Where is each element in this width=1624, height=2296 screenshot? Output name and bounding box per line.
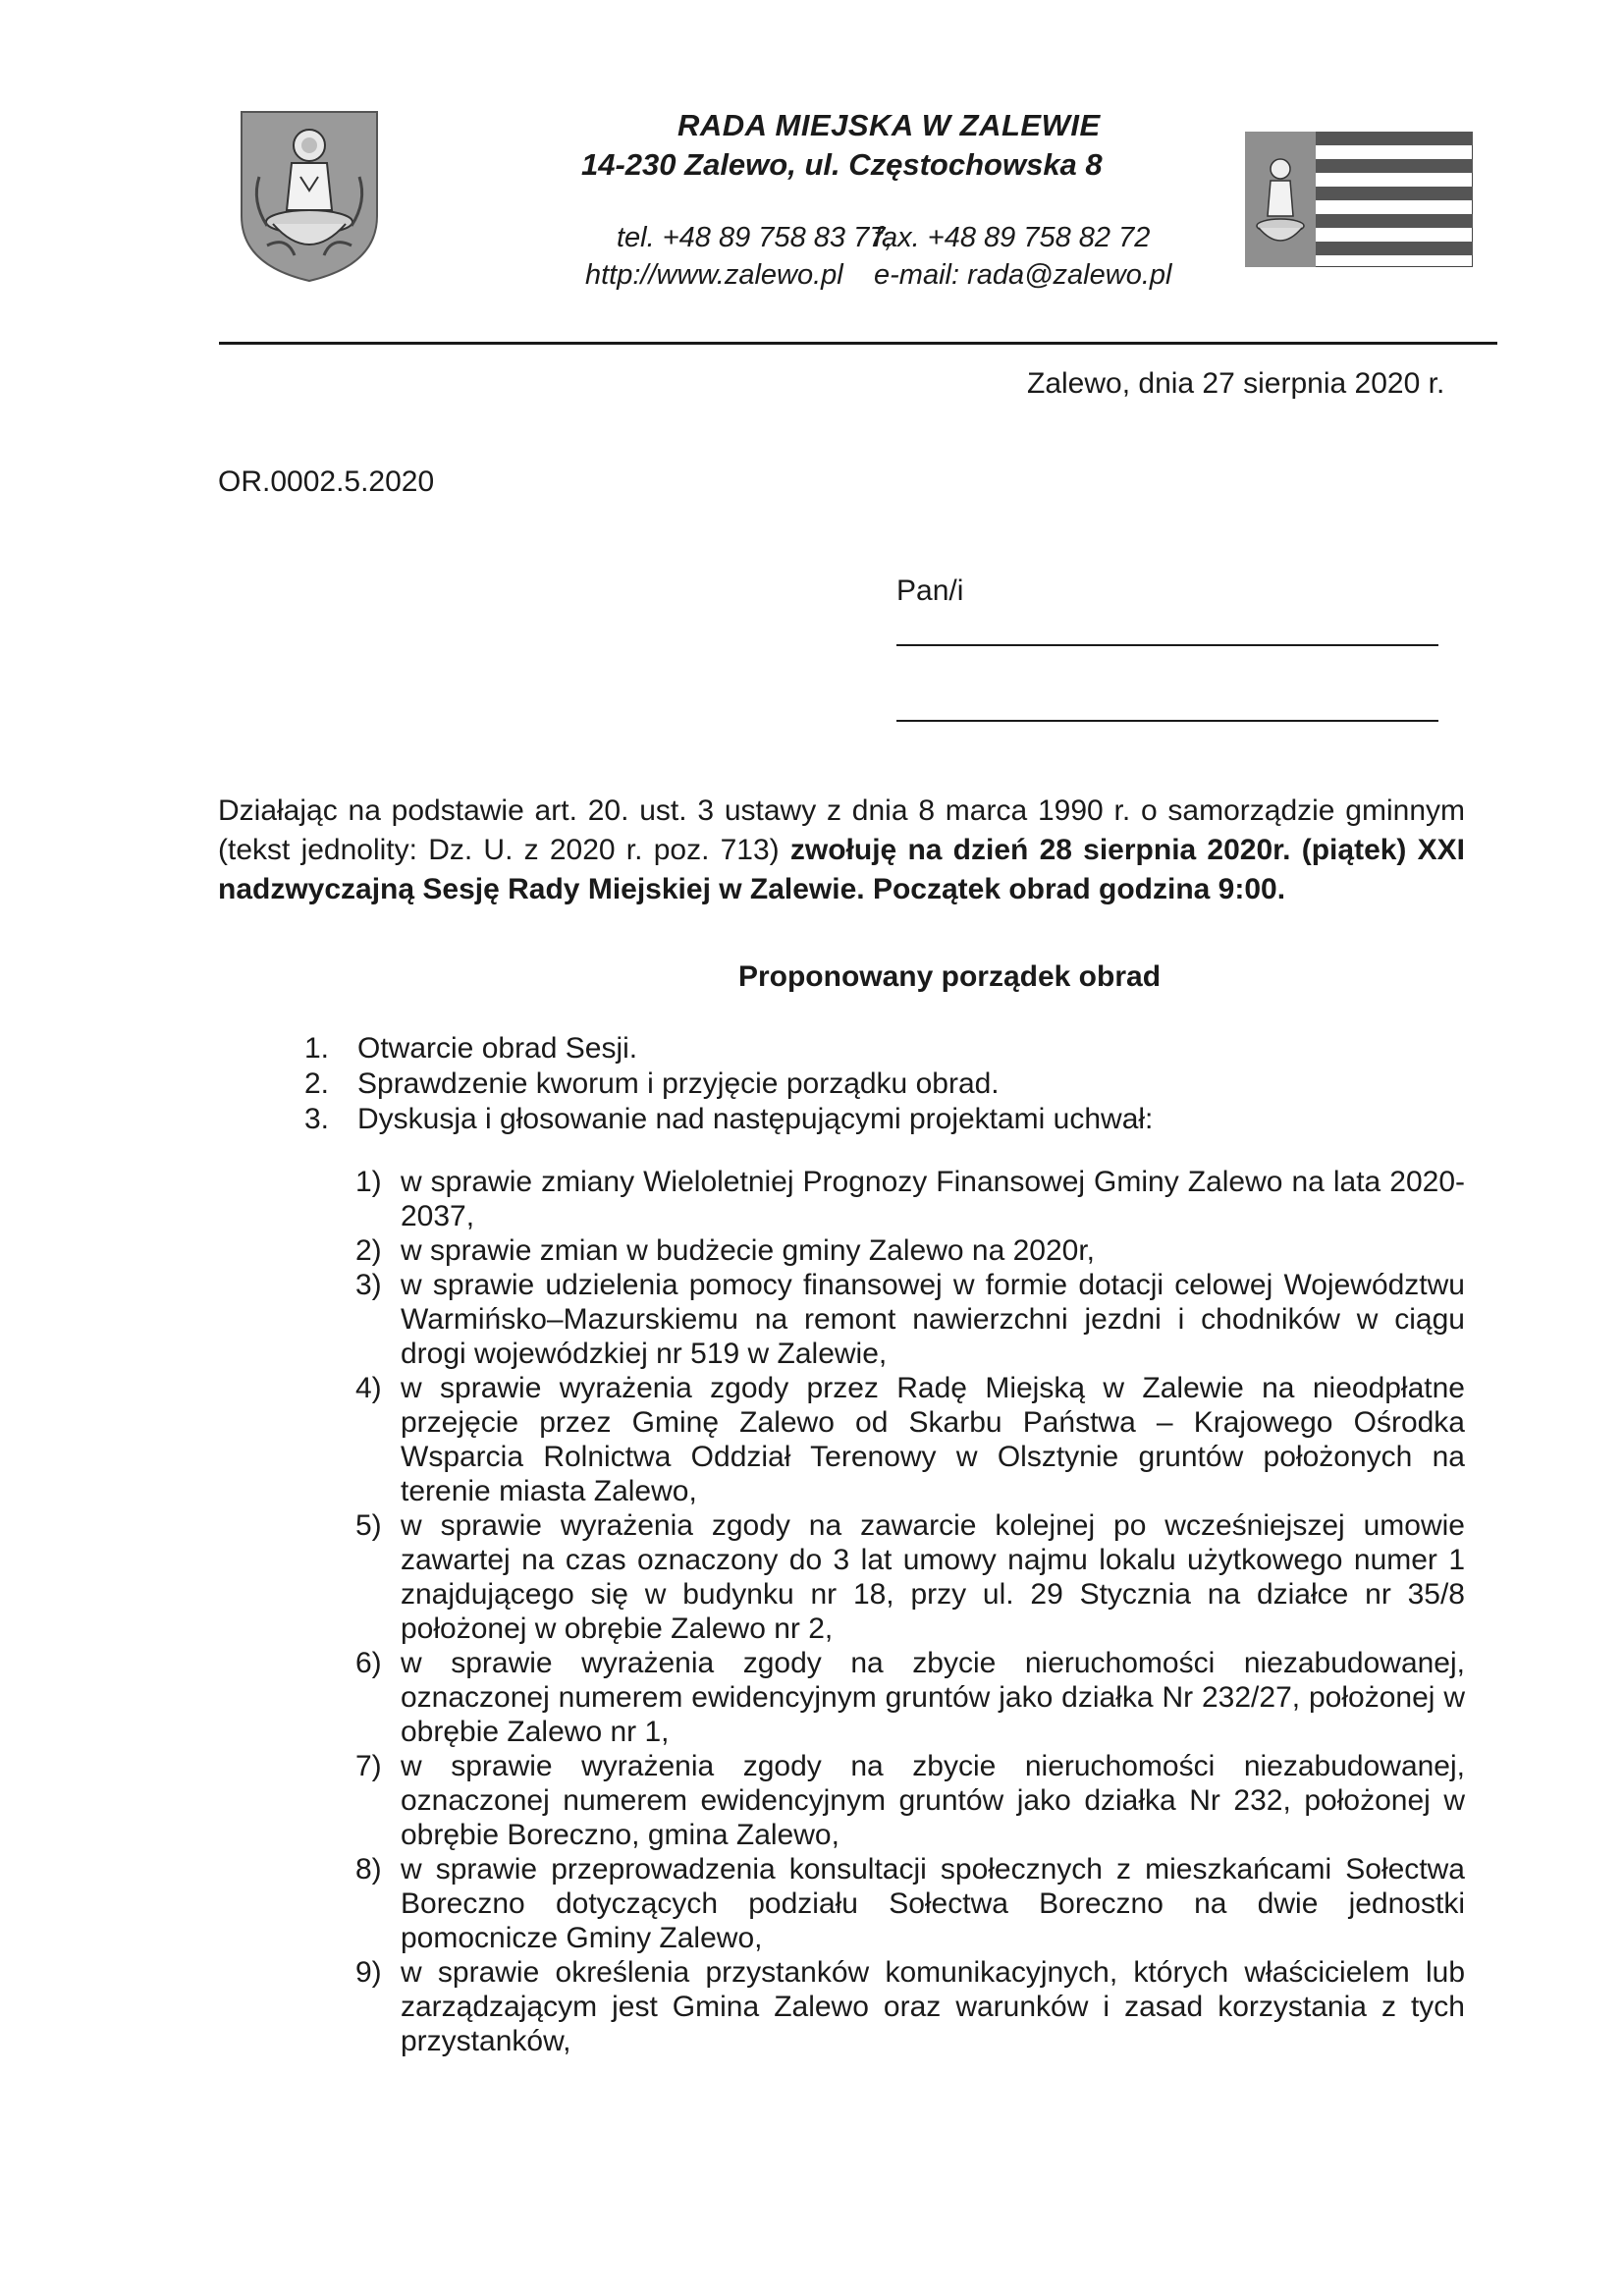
fax-number: fax. +48 89 758 82 72 (874, 222, 1151, 253)
resolution-item (355, 1233, 1465, 1268)
resolution-text: w sprawie wyrażenia zgody przez Radę Miejską w Zalewie na nieodpłatne przejęcie przez Gminę Zalewo od Skarbu Państwa – Krajowego Ośrodka Wsparcia Rolnictwa Oddział Terenowy w Olsztynie gruntów położonych na terenie miasta Zalewo, (401, 1372, 1465, 1507)
website-link[interactable]: http://www.zalewo.pl (585, 259, 843, 291)
resolution-item (355, 1749, 1465, 1852)
coat-of-arms-icon (238, 108, 381, 283)
resolution-list (355, 1165, 1465, 2058)
resolution-item (355, 1508, 1465, 1646)
agenda-list (304, 1031, 1473, 1137)
agenda-item-text: Dyskusja i głosowanie nad następującymi projektami uchwał: (357, 1103, 1154, 1135)
resolution-text: w sprawie zmian w budżecie gminy Zalewo na 2020r, (401, 1234, 1096, 1267)
reference-number: OR.0002.5.2020 (218, 465, 435, 498)
resolution-text: w sprawie zmiany Wieloletniej Prognozy Finansowej Gminy Zalewo na lata 2020- 2037, (401, 1166, 1465, 1232)
resolution-item (355, 1268, 1465, 1371)
town-flag-icon (1245, 132, 1473, 267)
resolution-item (355, 1646, 1465, 1749)
recipient-name-line (896, 644, 1438, 646)
agenda-item (304, 1066, 1473, 1102)
agenda-item-text: Otwarcie obrad Sesji. (357, 1032, 638, 1065)
resolution-item (355, 1165, 1465, 1233)
resolution-number: 3) (355, 1269, 382, 1301)
resolution-item (355, 1371, 1465, 1508)
salutation: Pan/i (896, 574, 964, 607)
resolution-number: 5) (355, 1509, 382, 1542)
resolution-text: w sprawie wyrażenia zgody na zawarcie kolejnej po wcześniejszej umowie zawartej na czas oznaczony do 3 lat umowy najmu lokalu użytkowego numer 1 znajdującego się w budynku nr 18, przy ul. 29 Stycznia na działce nr 35/8 położonej w obrębie Zalewo nr 2, (401, 1509, 1465, 1645)
agenda-item (304, 1031, 1473, 1066)
resolution-item (355, 1955, 1465, 2058)
email-link[interactable]: e-mail: rada@zalewo.pl (874, 259, 1172, 291)
phone-number: tel. +48 89 758 83 77, (617, 222, 893, 253)
resolution-item (355, 1852, 1465, 1955)
legal-basis-text: Działając na podstawie art. 20. ust. 3 ustawy z dnia 8 marca 1990 r. o samorządzie gminnym (tekst jednolity: Dz. U. z 2020 r. poz. 713) (218, 794, 1465, 866)
agenda-title: Proponowany porządek obrad (737, 960, 1162, 993)
session-announcement: zwołuję na dzień 28 sierpnia 2020r. (piątek) XXI nadzwyczajną Sesję Rady Miejskiej w Zalewie. Początek obrad godzina 9:00. (218, 834, 1465, 905)
resolution-number: 2) (355, 1234, 382, 1267)
agenda-item (304, 1102, 1473, 1137)
council-address: 14-230 Zalewo, ul. Częstochowska 8 (581, 147, 1103, 182)
resolution-number: 9) (355, 1956, 382, 1989)
convocation-paragraph (218, 792, 1465, 909)
council-name: RADA MIEJSKA W ZALEWIE (677, 108, 1101, 142)
resolution-number: 7) (355, 1750, 382, 1782)
agenda-item-number: 3. (304, 1103, 330, 1135)
resolution-number: 6) (355, 1647, 382, 1679)
header-divider (219, 342, 1497, 345)
resolution-text: w sprawie wyrażenia zgody na zbycie nieruchomości niezabudowanej, oznaczonej numerem ewidencyjnym gruntów jako działka Nr 232/27, położonej w obrębie Zalewo nr 1, (401, 1647, 1465, 1748)
agenda-item-number: 2. (304, 1067, 330, 1100)
resolution-text: w sprawie wyrażenia zgody na zbycie nieruchomości niezabudowanej, oznaczonej numerem ewidencyjnym gruntów jako działka Nr 232, położonej w obrębie Boreczno, gmina Zalewo, (401, 1750, 1465, 1851)
agenda-item-text: Sprawdzenie kworum i przyjęcie porządku obrad. (357, 1067, 1000, 1100)
resolution-text: w sprawie udzielenia pomocy finansowej w formie dotacji celowej Województwu Warmińsko–Mazurskiemu na remont nawierzchni jezdni i chodników w ciągu drogi wojewódzkiej nr 519 w Zalewie, (401, 1269, 1465, 1370)
resolution-number: 1) (355, 1166, 382, 1198)
letter-date: Zalewo, dnia 27 sierpnia 2020 r. (1027, 367, 1445, 400)
resolution-text: w sprawie określenia przystanków komunikacyjnych, których właścicielem lub zarządzającym jest Gmina Zalewo oraz warunków i zasad korzystania z tych przystanków, (401, 1956, 1465, 2057)
resolution-text: w sprawie przeprowadzenia konsultacji społecznych z mieszkańcami Sołectwa Boreczno dotyczących podziału Sołectwa Boreczno na dwie jednostki pomocnicze Gminy Zalewo, (401, 1853, 1465, 1954)
resolution-number: 8) (355, 1853, 382, 1886)
resolution-number: 4) (355, 1372, 382, 1404)
recipient-address-line (896, 720, 1438, 722)
agenda-item-number: 1. (304, 1032, 330, 1065)
